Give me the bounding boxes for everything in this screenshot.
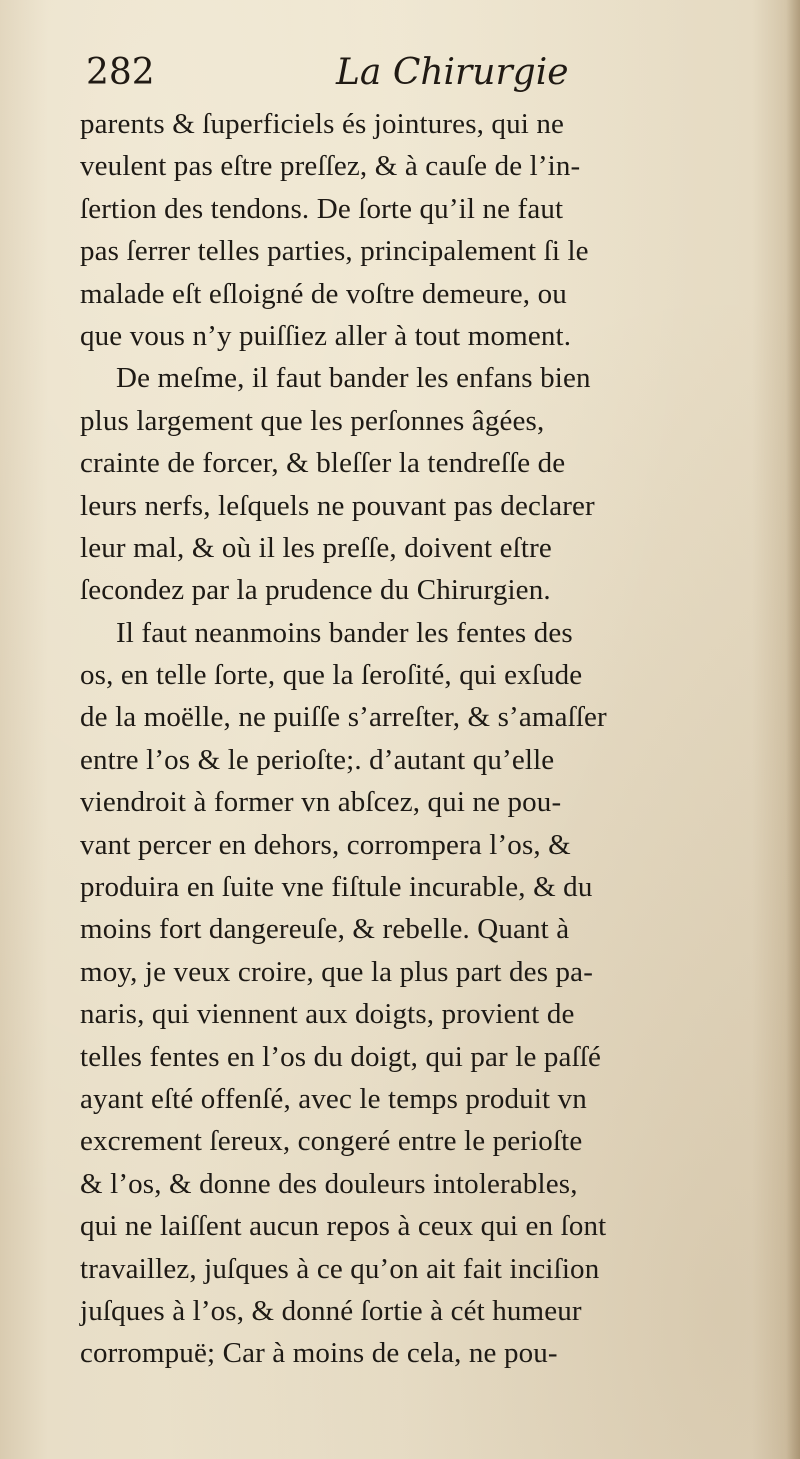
text-line: qui ne laiſſent aucun repos à ceux qui en ſont bbox=[80, 1210, 607, 1243]
text-line: ſertion des tendons. De ſorte qu’il ne faut bbox=[80, 192, 564, 225]
text-line: produira en ſuite vne fiſtule incurable, & du bbox=[80, 871, 593, 904]
text-line: veulent pas eſtre preſſez, & à cauſe de l’in- bbox=[80, 150, 581, 183]
text-line: telles fentes en l’os du doigt, qui par le paſſé bbox=[80, 1040, 602, 1073]
text-line: vant percer en dehors, corrompera l’os, & bbox=[80, 828, 571, 861]
text-line: os, en telle ſorte, que la ſeroſité, qui exſude bbox=[80, 659, 583, 692]
page-number: 282 bbox=[86, 52, 155, 93]
body-text bbox=[80, 103, 770, 1375]
text-line: pas ſerrer telles parties, principalement ſi le bbox=[80, 235, 589, 268]
text-line: parents & ſuperficiels és jointures, qui ne bbox=[80, 108, 565, 140]
text-line: corrompuë; Car à moins de cela, ne pou- bbox=[80, 1337, 558, 1370]
text-line: que vous n’y puiſſiez aller à tout moment. bbox=[80, 319, 572, 352]
text-line: plus largement que les perſonnes âgées, bbox=[80, 404, 545, 437]
text-line: viendroit à former vn abſcez, qui ne pou- bbox=[80, 786, 562, 819]
text-line: de la moëlle, ne puiſſe s’arreſter, & s’amaſſer bbox=[80, 701, 607, 734]
page-edge-shadow bbox=[786, 0, 800, 1459]
text-line: malade eſt eſloigné de voſtre demeure, ou bbox=[80, 277, 567, 310]
text-line: De meſme, il faut bander les enfans bien bbox=[116, 362, 591, 395]
text-line: moy, je veux croire, que la plus part des pa- bbox=[80, 955, 594, 988]
text-line: travaillez, juſques à ce qu’on ait fait inciſion bbox=[80, 1252, 600, 1285]
text-line: ſecondez par la prudence du Chirurgien. bbox=[80, 574, 551, 607]
text-line: crainte de forcer, & bleſſer la tendreſſe de bbox=[80, 447, 566, 480]
text-line: moins fort dangereuſe, & rebelle. Quant à bbox=[80, 913, 570, 946]
text-line: Il faut neanmoins bander les fentes des bbox=[116, 616, 573, 649]
text-line: entre l’os & le perioſte;. d’autant qu’elle bbox=[80, 743, 555, 776]
running-head: La Chirurgie bbox=[336, 52, 569, 93]
text-line: leurs nerfs, leſquels ne pouvant pas declarer bbox=[80, 489, 595, 522]
text-line: leur mal, & où il les preſſe, doivent eſtre bbox=[80, 531, 552, 564]
text-line: juſques à l’os, & donné ſortie à cét humeur bbox=[80, 1294, 582, 1327]
text-line: ayant eſté offenſé, avec le temps produit vn bbox=[80, 1082, 587, 1115]
text-line: & l’os, & donne des douleurs intolerables, bbox=[80, 1167, 578, 1200]
text-line: excrement ſereux, congeré entre le perioſte bbox=[80, 1125, 583, 1158]
text-line: naris, qui viennent aux doigts, provient de bbox=[80, 998, 575, 1031]
